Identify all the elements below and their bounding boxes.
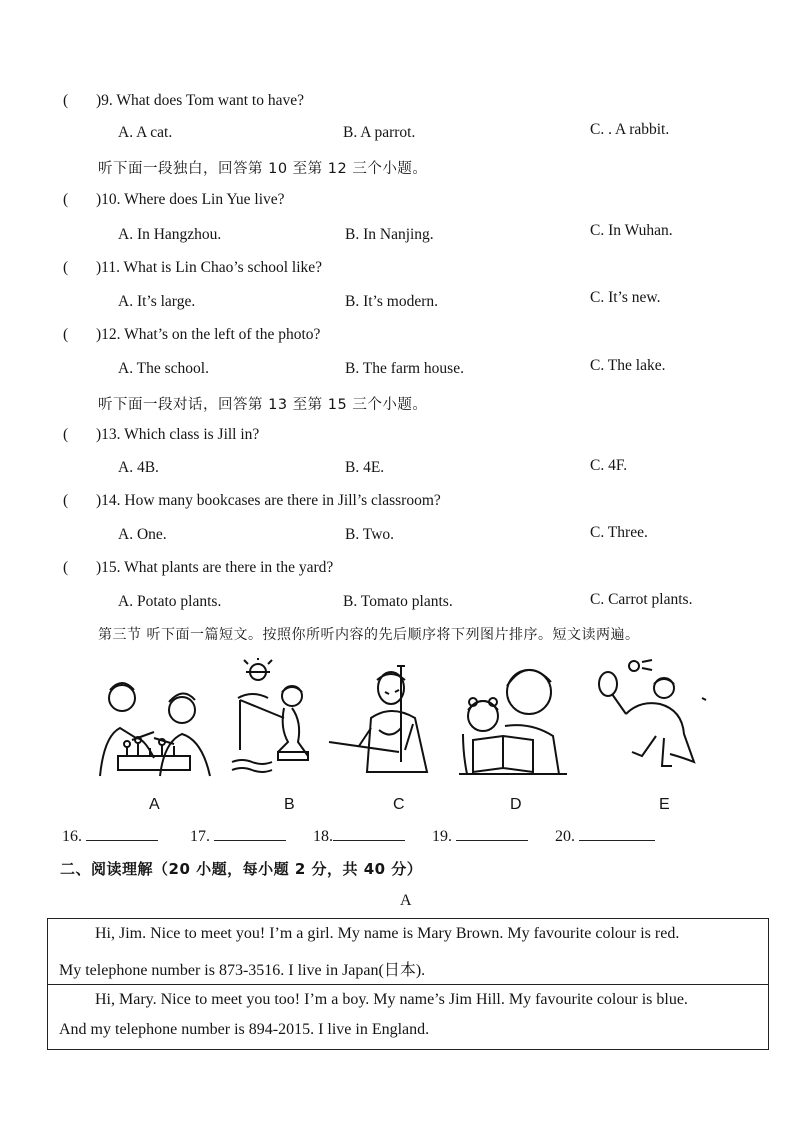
para1-line1: Hi, Jim. Nice to meet you! I’m a girl. My name is Mary Brown. My favourite colour is red.: [95, 925, 680, 942]
option-11b: B. It’s modern.: [345, 293, 438, 310]
reading-heading: 二、阅读理解（20 小题，每小题 2 分，共 40 分）: [60, 860, 423, 878]
answer-paren-11[interactable]: (: [63, 259, 69, 276]
answer-paren-15[interactable]: (: [63, 559, 69, 576]
question-13: )13. Which class is Jill in?: [96, 426, 260, 443]
picture-label-b: B: [284, 796, 295, 813]
instruction-section3: 第三节 听下面一篇短文。按照你所听内容的先后顺序将下列图片排序。短文读两遍。: [98, 627, 640, 643]
question-11: )11. What is Lin Chao’s school like?: [96, 259, 323, 276]
option-14a: A. One.: [118, 526, 167, 543]
answer-line[interactable]: [86, 826, 158, 841]
answer-paren-10[interactable]: (: [63, 191, 69, 208]
option-15a: A. Potato plants.: [118, 593, 222, 610]
passage-label: A: [400, 892, 412, 909]
option-11a: A. It’s large.: [118, 293, 196, 310]
blank-20[interactable]: [555, 826, 655, 846]
tennis-player-icon: [590, 658, 715, 778]
blank-number: 16.: [62, 828, 82, 845]
option-10c: C. In Wuhan.: [590, 222, 673, 239]
fishing-boy-icon: [228, 658, 318, 778]
picture-d: [455, 658, 575, 783]
answer-line[interactable]: [333, 826, 405, 841]
question-9: )9. What does Tom want to have?: [96, 92, 304, 109]
para2-line2: And my telephone number is 894-2015. I live in England.: [59, 1021, 430, 1038]
answer-line[interactable]: [214, 826, 286, 841]
option-14c: C. Three.: [590, 524, 648, 541]
option-12c: C. The lake.: [590, 357, 666, 374]
option-10a: A. In Hangzhou.: [118, 226, 222, 243]
option-9b: B. A parrot.: [343, 124, 416, 141]
blank-16[interactable]: [62, 826, 158, 846]
option-15c: C. Carrot plants.: [590, 591, 693, 608]
question-15: )15. What plants are there in the yard?: [96, 559, 334, 576]
option-11c: C. It’s new.: [590, 289, 661, 306]
blank-number: 19.: [432, 828, 452, 845]
instruction-dialogue: 听下面一段对话，回答第 13 至第 15 三个小题。: [98, 397, 428, 413]
picture-e: [590, 658, 715, 783]
answer-line[interactable]: [456, 826, 528, 841]
option-9c: C. . A rabbit.: [590, 121, 670, 138]
option-15b: B. Tomato plants.: [343, 593, 453, 610]
option-12a: A. The school.: [118, 360, 209, 377]
option-14b: B. Two.: [345, 526, 395, 543]
picture-b: [228, 658, 318, 783]
option-13c: C. 4F.: [590, 457, 628, 474]
answer-line[interactable]: [579, 826, 655, 841]
erhu-player-icon: [325, 658, 440, 778]
option-13b: B. 4E.: [345, 459, 385, 476]
option-9a: A. A cat.: [118, 124, 173, 141]
answer-paren-9[interactable]: (: [63, 92, 69, 109]
blank-number: 17.: [190, 828, 210, 845]
picture-c: [325, 658, 440, 783]
picture-label-a: A: [149, 796, 160, 813]
blank-number: 18.: [313, 828, 333, 845]
chess-players-icon: [92, 658, 217, 778]
answer-paren-14[interactable]: (: [63, 492, 69, 509]
picture-label-e: E: [659, 796, 670, 813]
question-12: )12. What’s on the left of the photo?: [96, 326, 321, 343]
instruction-monologue: 听下面一段独白，回答第 10 至第 12 三个小题。: [98, 161, 428, 177]
picture-label-d: D: [510, 796, 522, 813]
answer-paren-13[interactable]: (: [63, 426, 69, 443]
picture-a: [92, 658, 217, 783]
blank-number: 20.: [555, 828, 575, 845]
blank-19[interactable]: [432, 826, 528, 846]
para2-line1: Hi, Mary. Nice to meet you too! I’m a boy. My name’s Jim Hill. My favourite colour is blue.: [95, 991, 688, 1008]
passage-box: [47, 918, 769, 1050]
option-10b: B. In Nanjing.: [345, 226, 434, 243]
option-13a: A. 4B.: [118, 459, 159, 476]
answer-paren-12[interactable]: (: [63, 326, 69, 343]
option-12b: B. The farm house.: [345, 360, 464, 377]
question-14: )14. How many bookcases are there in Jill’s classroom?: [96, 492, 441, 509]
picture-label-c: C: [393, 796, 405, 813]
blank-17[interactable]: [190, 826, 286, 846]
blank-18[interactable]: [313, 826, 405, 846]
para1-line2: My telephone number is 873-3516. I live in Japan(日本).: [59, 962, 426, 979]
question-10: )10. Where does Lin Yue live?: [96, 191, 285, 208]
reading-children-icon: [455, 658, 575, 778]
passage-divider: [48, 984, 768, 985]
